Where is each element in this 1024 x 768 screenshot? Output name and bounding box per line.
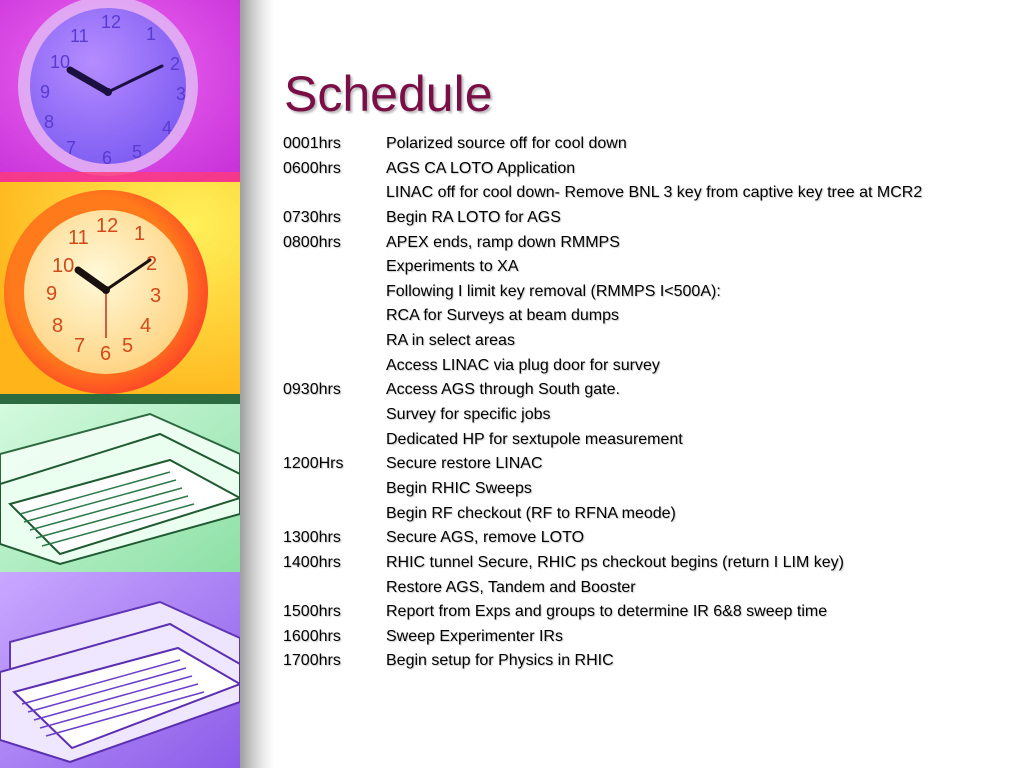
schedule-text: Sweep Experimenter IRs — [386, 627, 563, 645]
schedule-time: 1700hrs — [283, 652, 341, 670]
schedule-text: Restore AGS, Tandem and Booster — [386, 578, 636, 596]
svg-text:6: 6 — [100, 343, 112, 365]
svg-text:10: 10 — [52, 255, 75, 277]
schedule-time: 0600hrs — [283, 159, 341, 177]
schedule-time: 1200Hrs — [283, 455, 344, 473]
schedule-row — [283, 428, 1013, 453]
svg-text:11: 11 — [70, 26, 89, 46]
schedule-text: RCA for Surveys at beam dumps — [386, 307, 619, 325]
schedule-row — [283, 477, 1013, 502]
svg-text:3: 3 — [150, 285, 162, 307]
schedule-text: Report from Exps and groups to determine IR 6&8 sweep time — [386, 603, 828, 621]
orange-clock-image — [0, 182, 240, 394]
schedule-row — [283, 231, 1013, 256]
schedule-row — [283, 304, 1013, 329]
schedule-row — [283, 280, 1013, 305]
schedule-row — [283, 132, 1013, 157]
schedule-text: Access AGS through South gate. — [386, 381, 620, 399]
schedule-text: Polarized source off for cool down — [386, 135, 627, 152]
schedule-row — [283, 255, 1013, 280]
schedule-row — [283, 649, 1013, 674]
schedule-row — [283, 551, 1013, 576]
purple-paper-stack-image — [0, 572, 240, 768]
schedule-time: 1400hrs — [283, 553, 341, 571]
schedule-time: 0800hrs — [283, 233, 341, 251]
schedule-text: Survey for specific jobs — [386, 406, 551, 424]
svg-text:2: 2 — [170, 54, 181, 74]
schedule-text: Begin RF checkout (RF to RFNA meode) — [386, 504, 676, 522]
schedule-time: 0930hrs — [283, 381, 341, 399]
svg-text:4: 4 — [162, 118, 173, 138]
schedule-text: AGS CA LOTO Application — [386, 159, 576, 177]
svg-text:2: 2 — [146, 253, 158, 275]
schedule-text: APEX ends, ramp down RMMPS — [386, 233, 620, 251]
schedule-text: Dedicated HP for sextupole measurement — [386, 430, 683, 448]
schedule-text: RA in select areas — [386, 332, 515, 350]
svg-text:9: 9 — [40, 82, 51, 102]
schedule-text: Access LINAC via plug door for survey — [386, 356, 660, 374]
decorative-image-strip — [0, 0, 240, 768]
schedule-time: 1600hrs — [283, 627, 341, 645]
schedule-row — [283, 600, 1013, 625]
svg-text:5: 5 — [132, 142, 143, 162]
schedule-text: Begin setup for Physics in RHIC — [386, 652, 614, 670]
svg-text:6: 6 — [102, 148, 113, 168]
green-paper-stack-image — [0, 394, 240, 572]
schedule-time: 1500hrs — [283, 603, 341, 621]
schedule-row — [283, 157, 1013, 182]
schedule-text: Secure restore LINAC — [386, 455, 543, 473]
schedule-list — [283, 132, 1013, 674]
schedule-time: 0001hrs — [283, 135, 341, 152]
schedule-row — [283, 526, 1013, 551]
schedule-row — [283, 378, 1013, 403]
schedule-row — [283, 576, 1013, 601]
schedule-row — [283, 502, 1013, 527]
schedule-text: Secure AGS, remove LOTO — [386, 529, 585, 547]
svg-text:7: 7 — [66, 138, 77, 158]
schedule-text: LINAC off for cool down- Remove BNL 3 key from captive key tree at MCR2 — [386, 184, 923, 202]
strip-shadow-border — [240, 0, 274, 768]
svg-text:9: 9 — [46, 283, 58, 305]
schedule-row — [283, 452, 1013, 477]
schedule-row — [283, 206, 1013, 231]
svg-text:8: 8 — [44, 112, 55, 132]
svg-text:3: 3 — [176, 84, 187, 104]
schedule-text: Experiments to XA — [386, 258, 519, 276]
schedule-row — [283, 329, 1013, 354]
schedule-time: 0730hrs — [283, 208, 341, 226]
schedule-text: Begin RA LOTO for AGS — [386, 208, 561, 226]
schedule-row — [283, 403, 1013, 428]
svg-text:4: 4 — [140, 315, 152, 337]
slide-title: Schedule — [284, 66, 493, 122]
svg-text:7: 7 — [74, 335, 86, 357]
schedule-time: 1300hrs — [283, 529, 341, 547]
schedule-row — [283, 181, 1013, 206]
svg-text:12: 12 — [96, 215, 119, 237]
svg-text:11: 11 — [68, 227, 89, 249]
svg-text:5: 5 — [122, 335, 134, 357]
schedule-text: RHIC tunnel Secure, RHIC ps checkout begins (return I LIM key) — [386, 553, 844, 571]
svg-text:8: 8 — [52, 315, 64, 337]
svg-text:10: 10 — [50, 52, 71, 72]
svg-text:1: 1 — [146, 24, 157, 44]
purple-clock-image — [0, 0, 240, 182]
schedule-row — [283, 354, 1013, 379]
schedule-text: Begin RHIC Sweeps — [386, 479, 532, 497]
svg-text:1: 1 — [134, 223, 146, 245]
svg-text:12: 12 — [101, 12, 122, 32]
schedule-text: Following I limit key removal (RMMPS I<500A): — [386, 282, 721, 300]
schedule-row — [283, 625, 1013, 650]
